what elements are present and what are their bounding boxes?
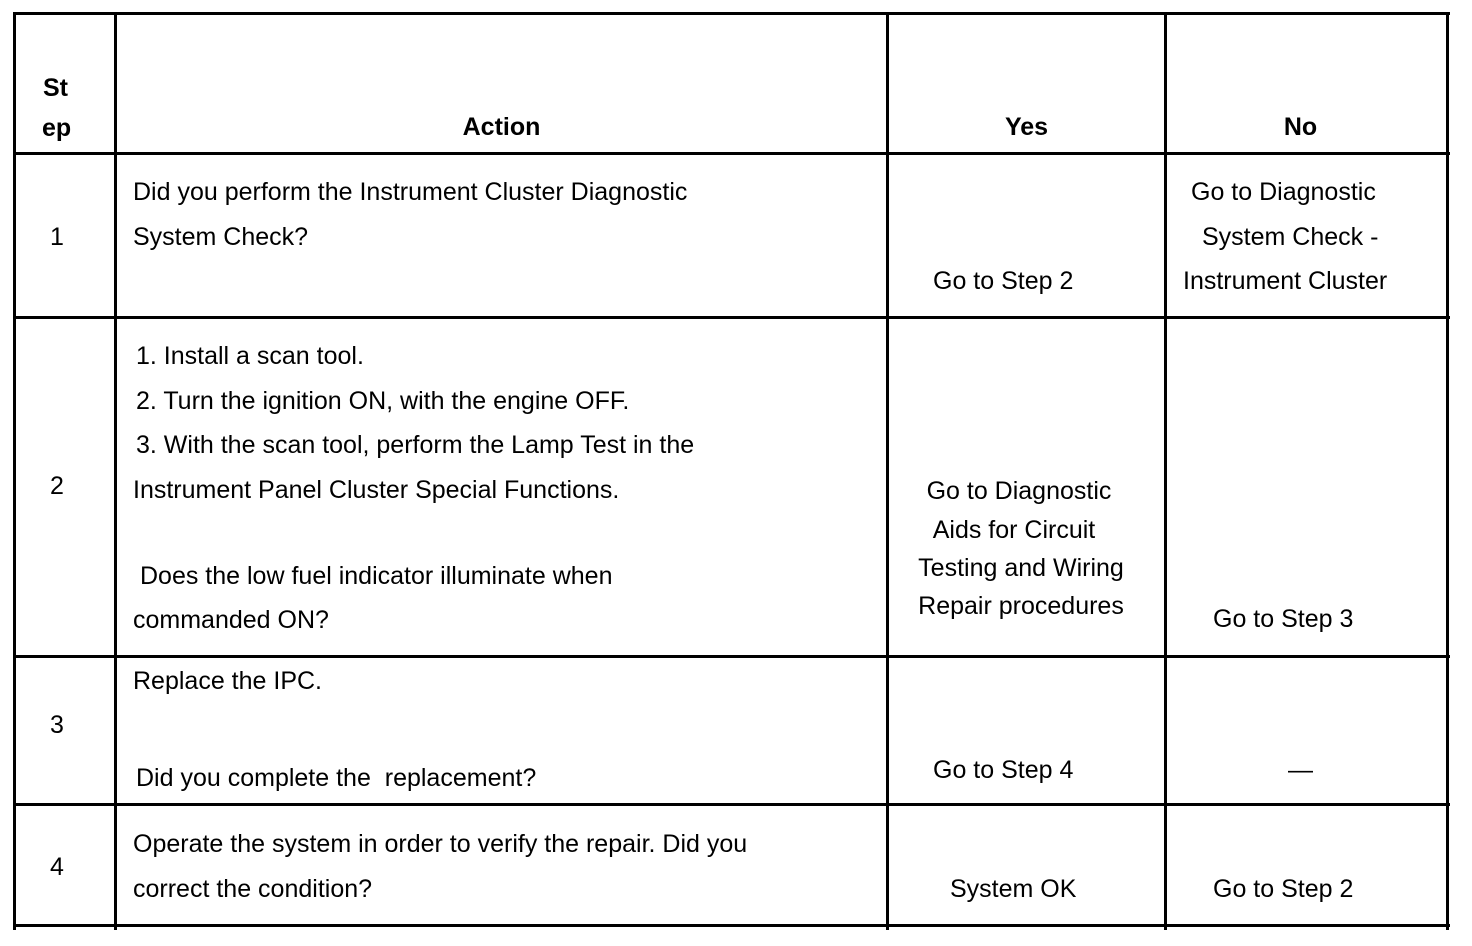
header-no: No [1283,113,1318,141]
no-link[interactable]: Go to Diagnostic [1191,178,1376,206]
header-yes: Yes [1004,113,1049,141]
action-text: 3. With the scan tool, perform the Lamp Test in the [136,431,695,459]
no-link[interactable]: Go to Step 3 [1213,605,1354,633]
yes-link[interactable]: Go to Step 2 [933,267,1074,295]
action-text: System Check? [133,223,309,251]
yes-link[interactable]: Testing and Wiring [918,554,1124,582]
no-link[interactable]: System Check - [1202,223,1379,251]
no-dash: — [1288,756,1313,784]
step-number: 3 [50,711,64,739]
action-text: Does the low fuel indicator illuminate when [140,562,613,590]
header-step-line2: ep [42,114,72,142]
table-border-right [1446,12,1449,930]
row-divider [13,803,1450,806]
yes-status: System OK [950,875,1077,903]
yes-link[interactable]: Go to Diagnostic [926,477,1112,505]
no-link[interactable]: Go to Step 2 [1213,875,1354,903]
step-number: 4 [50,853,64,881]
no-link[interactable]: Instrument Cluster [1183,267,1388,295]
step-number: 2 [50,472,64,500]
action-text: Replace the IPC. [133,667,322,695]
table-border-bottom [13,924,1450,927]
action-text: Did you complete the replacement? [136,764,537,792]
column-divider [114,12,117,930]
yes-link[interactable]: Go to Step 4 [933,756,1074,784]
action-text: Instrument Panel Cluster Special Functions. [133,476,620,504]
column-divider [1164,12,1167,930]
yes-link[interactable]: Repair procedures [918,592,1124,620]
table-border-left [13,12,16,930]
action-text: Did you perform the Instrument Cluster Diagnostic [133,178,688,206]
step-number: 1 [50,223,64,251]
action-text: Operate the system in order to verify the repair. Did you [133,830,748,858]
action-text: 2. Turn the ignition ON, with the engine OFF. [136,387,630,415]
row-divider [13,655,1450,658]
header-divider [13,152,1450,155]
table-border-top [13,12,1450,15]
yes-link[interactable]: Aids for Circuit [932,516,1096,544]
row-divider [13,316,1450,319]
header-step-line1: St [43,74,68,102]
column-divider [886,12,889,930]
action-text: 1. Install a scan tool. [136,342,364,370]
header-action: Action [462,113,541,141]
action-text: commanded ON? [133,606,329,634]
action-text: correct the condition? [133,875,373,903]
